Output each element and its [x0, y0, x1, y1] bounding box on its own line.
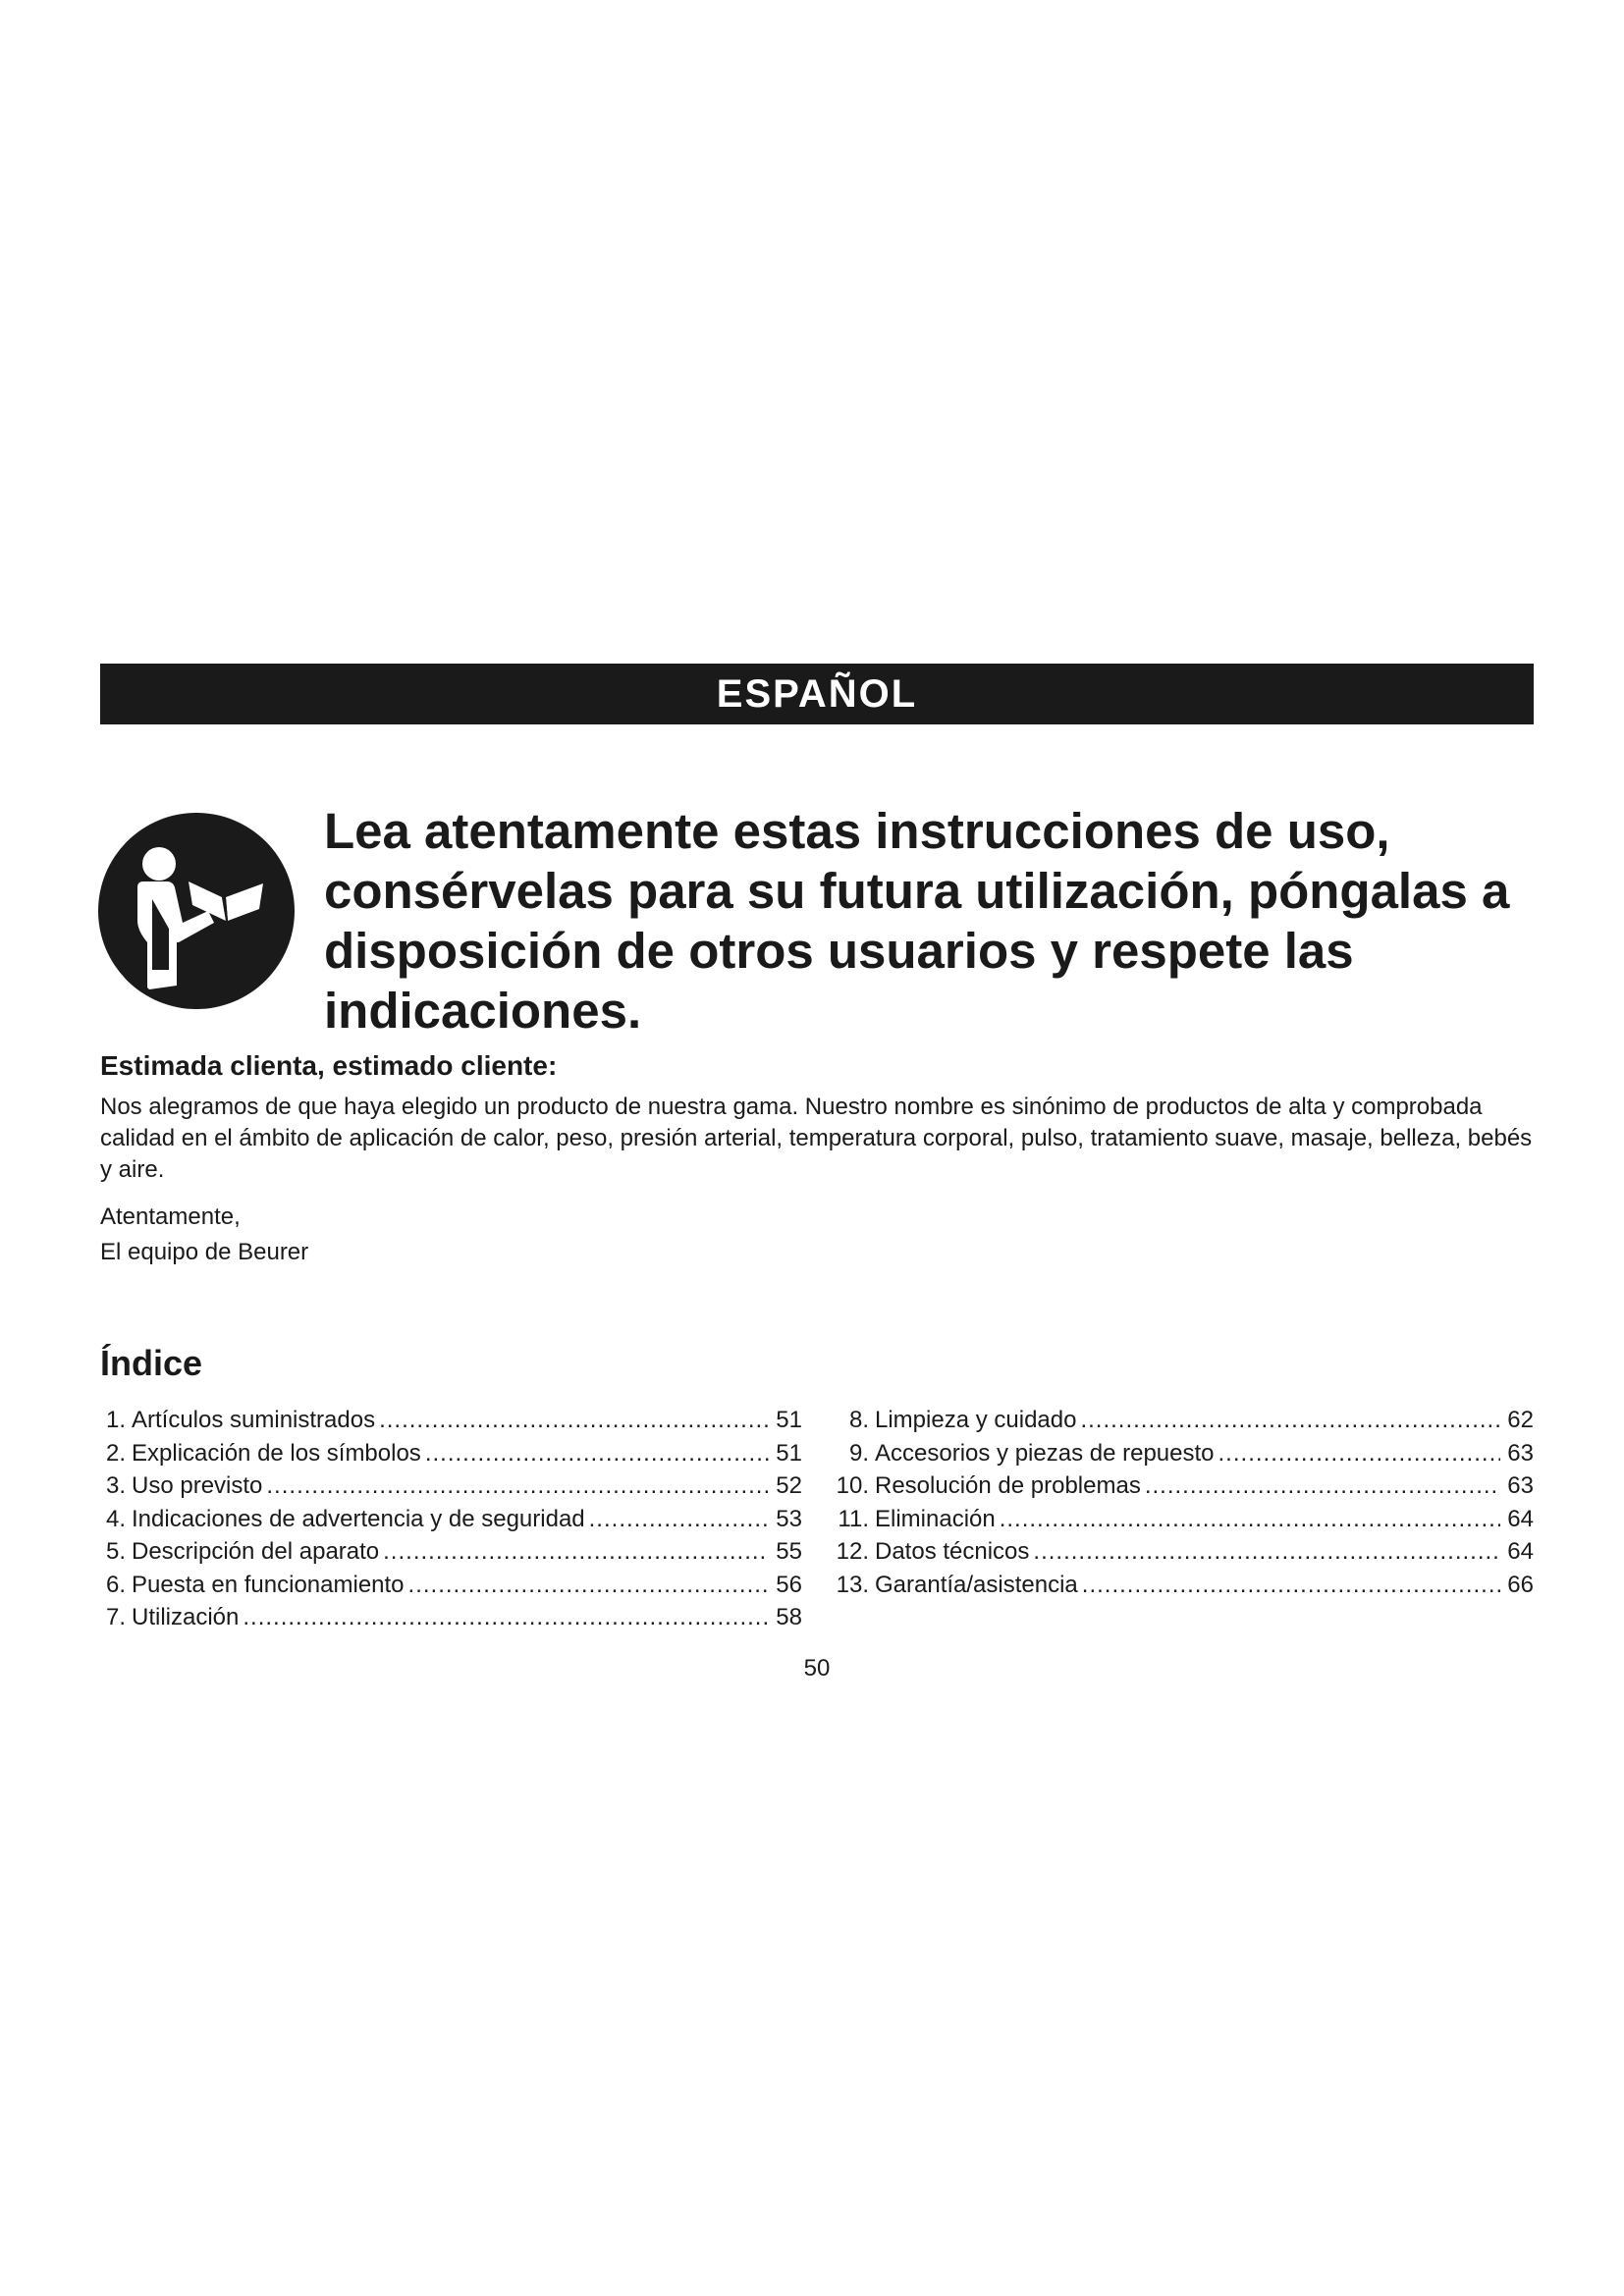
- safety-headline: Lea atentamente estas instrucciones de uso, consérvelas para su futura utilización, póngalas a disposición de otros usuarios y respete las indicaciones.: [324, 803, 1510, 1039]
- toc-entry-label: Explicación de los símbolos: [132, 1439, 421, 1467]
- toc-leader-dots: [243, 1601, 769, 1634]
- toc-entry-number: 2.: [105, 1439, 126, 1467]
- toc-entry-number: 8.: [848, 1407, 869, 1433]
- toc-leader-dots: [1145, 1469, 1500, 1503]
- toc-entry-label: Indicaciones de advertencia y de seguridad: [132, 1505, 585, 1532]
- toc-entry: [830, 1503, 1534, 1536]
- toc-leader-dots: [589, 1503, 769, 1536]
- toc-leader-dots: [1033, 1535, 1500, 1569]
- toc-entry-number: 12.: [836, 1538, 869, 1565]
- language-banner: [100, 664, 1534, 724]
- toc-left-column: [100, 1404, 802, 1634]
- toc-entry-label: Eliminación: [875, 1505, 996, 1532]
- toc-entry-page: 51: [776, 1407, 802, 1433]
- toc-entry: [830, 1437, 1534, 1470]
- intro-paragraph: Nos alegramos de que haya elegido un producto de nuestra gama. Nuestro nombre es sinónimo de productos de alta y comprobada calidad en el ámbito de aplicación de calor, peso, presión arterial, temperatura corporal, pulso, tratamiento suave, masaje, belleza, bebés y aire.: [100, 1094, 1533, 1183]
- toc-entry: [830, 1404, 1534, 1437]
- toc-entry-number: 6.: [105, 1571, 126, 1598]
- toc-entry: [830, 1469, 1534, 1503]
- toc-entry-page: 63: [1507, 1439, 1534, 1467]
- toc-leader-dots: [425, 1437, 769, 1470]
- toc-entry: [100, 1437, 802, 1470]
- toc-entry-number: 4.: [105, 1505, 126, 1532]
- toc-entry: [100, 1601, 802, 1634]
- toc-entry-label: Accesorios y piezas de repuesto: [875, 1439, 1215, 1467]
- toc-entry: [830, 1569, 1534, 1602]
- toc-leader-dots: [379, 1404, 769, 1437]
- index-title: Índice: [100, 1343, 203, 1383]
- toc-entry-number: 1.: [105, 1407, 126, 1433]
- greeting: Estimada clienta, estimado cliente:: [100, 1050, 558, 1081]
- toc-entry: [100, 1503, 802, 1536]
- closing-signature: El equipo de Beurer: [100, 1239, 309, 1265]
- toc-leader-dots: [408, 1569, 769, 1602]
- toc-leader-dots: [383, 1535, 769, 1569]
- toc-entry-page: 52: [776, 1472, 802, 1499]
- toc-right-column: [830, 1404, 1534, 1601]
- toc-entry-number: 3.: [105, 1472, 126, 1499]
- toc-leader-dots: [1080, 1404, 1500, 1437]
- toc-leader-dots: [1082, 1569, 1500, 1602]
- toc-entry: [830, 1535, 1534, 1569]
- toc-leader-dots: [266, 1469, 769, 1503]
- toc-entry-page: 64: [1507, 1505, 1534, 1532]
- toc-entry-page: 55: [776, 1538, 802, 1565]
- toc-entry-page: 51: [776, 1439, 802, 1467]
- closing: [100, 1200, 308, 1270]
- toc-entry: [100, 1404, 802, 1437]
- toc-entry-label: Resolución de problemas: [875, 1472, 1141, 1499]
- toc-entry-label: Descripción del aparato: [132, 1538, 380, 1565]
- toc-entry-page: 53: [776, 1505, 802, 1532]
- toc-entry-page: 62: [1507, 1407, 1534, 1433]
- page-number: 50: [803, 1655, 831, 1682]
- toc-entry: [100, 1569, 802, 1602]
- toc-entry-page: 66: [1507, 1571, 1534, 1598]
- toc-entry-number: 7.: [105, 1604, 126, 1630]
- toc-entry-page: 64: [1507, 1538, 1534, 1565]
- toc-entry-number: 10.: [836, 1472, 869, 1499]
- toc-entry-number: 13.: [836, 1571, 869, 1598]
- toc-entry-number: 5.: [105, 1538, 126, 1565]
- toc-entry-label: Artículos suministrados: [132, 1407, 376, 1433]
- toc-entry-label: Datos técnicos: [875, 1538, 1030, 1565]
- toc-leader-dots: [1218, 1437, 1500, 1470]
- closing-salutation: Atentamente,: [100, 1203, 241, 1230]
- toc-leader-dots: [1000, 1503, 1500, 1536]
- toc-entry-label: Uso previsto: [132, 1472, 263, 1499]
- toc-entry-label: Puesta en funcionamiento: [132, 1571, 405, 1598]
- toc-entry-label: Garantía/asistencia: [875, 1571, 1078, 1598]
- toc-entry-page: 58: [776, 1604, 802, 1630]
- toc-entry-number: 11.: [838, 1505, 869, 1532]
- toc-entry: [100, 1469, 802, 1503]
- toc-entry-page: 63: [1507, 1472, 1534, 1499]
- toc-entry-page: 56: [776, 1571, 802, 1598]
- toc-entry-label: Limpieza y cuidado: [875, 1407, 1077, 1433]
- toc-entry-label: Utilización: [132, 1604, 240, 1630]
- toc-entry: [100, 1535, 802, 1569]
- language-title: ESPAÑOL: [716, 671, 918, 716]
- read-manual-icon: [98, 813, 295, 1009]
- toc-entry-number: 9.: [848, 1439, 869, 1467]
